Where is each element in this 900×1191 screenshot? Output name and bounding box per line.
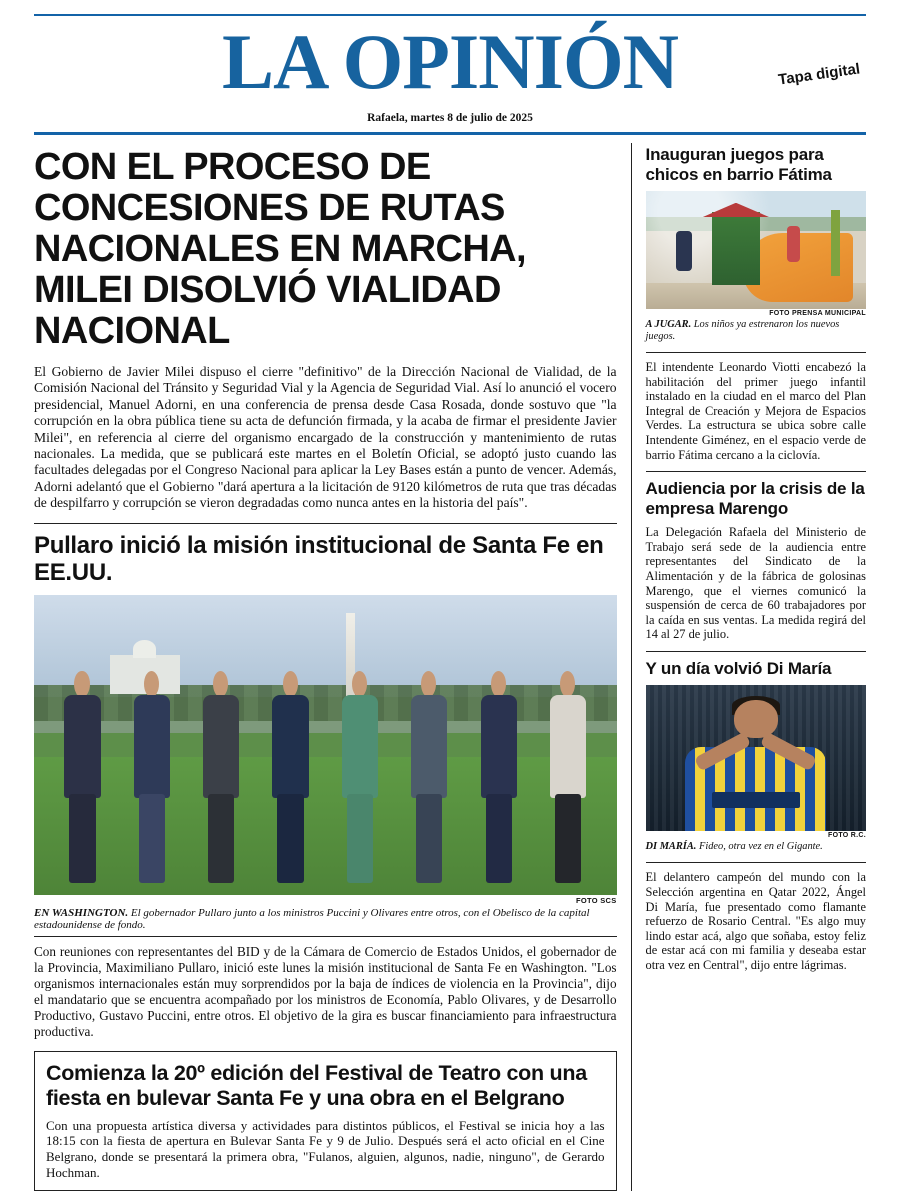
masthead-top-rule: [34, 14, 866, 16]
playground-photo-credit: FOTO PRENSA MUNICIPAL: [769, 310, 866, 317]
caption-text: El gobernador Pullaro junto a los ministros Puccini y Olivares entre otros, con el Obelisco de la capital estadounidense de fondo.: [34, 906, 590, 932]
di-maria-photo-caption: [646, 841, 866, 853]
page-content: [34, 143, 866, 1191]
caption-lead-in: EN WASHINGTON.: [34, 906, 129, 919]
sidebar-item-marengo-body: La Delegación Rafaela del Ministerio de Trabajo será sede de la audiencia entre representantes del Sindicato de la Alimentación y de la fábrica de golosinas Marengo, que el viernes comunicó la suspensión de cerca de 60 trabajadores por la caída en sus ventas. La medida regirá del 14 al 27 de julio.: [645, 525, 866, 642]
playground-photo-caption: [646, 319, 866, 343]
di-maria-photo-credit: FOTO R.C.: [828, 832, 866, 840]
sidebar-column: [631, 143, 866, 1191]
sidebar-item-dimaria-body: El delantero campeón del mundo con la Selección argentina en Qatar 2022, Ángel Di María, fue presentado como flamante refuerzo de Rosario Central. "Es algo muy lindo estar acá, algo que soñaba, estoy feliz de estar acá con mi familia y deseaba estar otra vez en Central", dijo entre lágrimas.: [645, 870, 866, 972]
washington-photo-caption: [34, 907, 617, 937]
sidebar-divider-3: [646, 651, 866, 652]
lead-headline[interactable]: CON EL PROCESO DE CONCESIONES DE RUTAS NACIONALES EN MARCHA, MILEI DISOLVIÓ VIALIDAD NACIONAL: [34, 146, 526, 352]
main-column: [34, 143, 631, 1191]
playground-caption-text: Los niños ya estrenaron los nuevos juegos.: [645, 319, 840, 342]
di-maria-caption-text: Fideo, otra vez en el Gigante.: [696, 841, 823, 853]
washington-photo-wrapper: [34, 595, 617, 905]
sidebar-divider-1: [646, 352, 866, 353]
sidebar-divider-2: [646, 471, 866, 472]
second-story-body: Con reuniones con representantes del BID y de la Cámara de Comercio de Estados Unidos, el gobernador de la Provincia, Maximiliano Pullaro, inició este lunes la misión institucional de Santa Fe en Washington. "Los organismos internacionales están muy sorprendidos por la baja de índices de violencia en la Provincia", dijo el mandatario que se encuentra acompañado por los ministros de Economía, Pablo Olivares, y de Desarrollo Productivo, Gustavo Puccini, entre otros. El objetivo de la gira es buscar financiamiento para infraestructura productiva.: [34, 943, 617, 1039]
digital-edition-badge: Tapa digital: [776, 60, 861, 89]
festival-teaser-box[interactable]: [34, 1051, 617, 1191]
playground-photo: [646, 191, 866, 309]
di-maria-photo: [646, 685, 866, 831]
sidebar-item-marengo-title[interactable]: Audiencia por la crisis de la empresa Marengo: [645, 479, 865, 518]
lead-article-body: El Gobierno de Javier Milei dispuso el cierre "definitivo" de la Dirección Nacional de Vialidad, de la Comisión Nacional del Tránsito y Seguridad Vial y la Agencia de Seguridad Vial. Así lo anunció el vocero presidencial, Manuel Adorni, en una conferencia de prensa desde Casa Rosada, donde sostuvo que "la corrupción en la obra pública tiene su acta de defunción firmada, y la acaba de firmar el presidente Javier Milei", en referencia al cierre del organismo encargado de la construcción y mantenimiento de rutas nacionales. La medida, que se publicará este martes en el Boletín Oficial, se adoptó justo cuando las facultades delegadas por el Congreso Nacional para aplicar la Ley Bases están a punto de vencer. Además, Adorni adelantó que el Gobierno "dará apertura a la licitación de 9120 kilómetros de ruta que tras décadas de despilfarro y corrupción se vieron degradadas como nunca antes en la historia del país".: [34, 364, 617, 511]
sidebar-item-playground-body: El intendente Leonardo Viotti encabezó la habilitación del primer juego infantil instalado en la ciudad en el marco del Plan Integral de Creación y Mejora de Espacios Verdes. La estructura se ubica sobre calle Intendente Giménez, en el espacio verde de barrio Fátima cercano a la ciclovía.: [645, 360, 866, 462]
playground-caption-lead: A JUGAR.: [645, 319, 692, 330]
section-divider-1: [34, 523, 617, 524]
di-maria-caption-lead: DI MARÍA.: [645, 841, 697, 853]
washington-delegation-photo: [34, 595, 617, 895]
festival-body: Con una propuesta artística diversa y actividades para distintos públicos, el Festival se inicia hoy a las 18:15 con la fiesta de apertura en Bulevar Santa Fe y 9 de Julio. Después será el acto oficial en el Cine Belgrano, donde se presentará la primera obra, "Fulanos, alguien, algunos, nadie, ninguno", de Gerardo Hochman.: [46, 1117, 605, 1180]
sidebar-divider-4: [646, 862, 866, 863]
masthead: [34, 14, 866, 135]
sidebar-item-playground-title[interactable]: Inauguran juegos para chicos en barrio Fátima: [645, 145, 832, 184]
newspaper-logo: LA OPINIÓN: [222, 18, 678, 105]
second-story-headline[interactable]: Pullaro inició la misión institucional de Santa Fe en EE.UU.: [34, 531, 604, 586]
festival-headline: Comienza la 20º edición del Festival de Teatro con una fiesta en bulevar Santa Fe y una obra en el Belgrano: [46, 1060, 587, 1110]
washington-photo-credit: FOTO SCS: [575, 895, 617, 905]
sidebar-item-dimaria-title[interactable]: Y un día volvió Di María: [645, 658, 832, 678]
dateline: Rafaela, martes 8 de julio de 2025: [367, 112, 533, 124]
